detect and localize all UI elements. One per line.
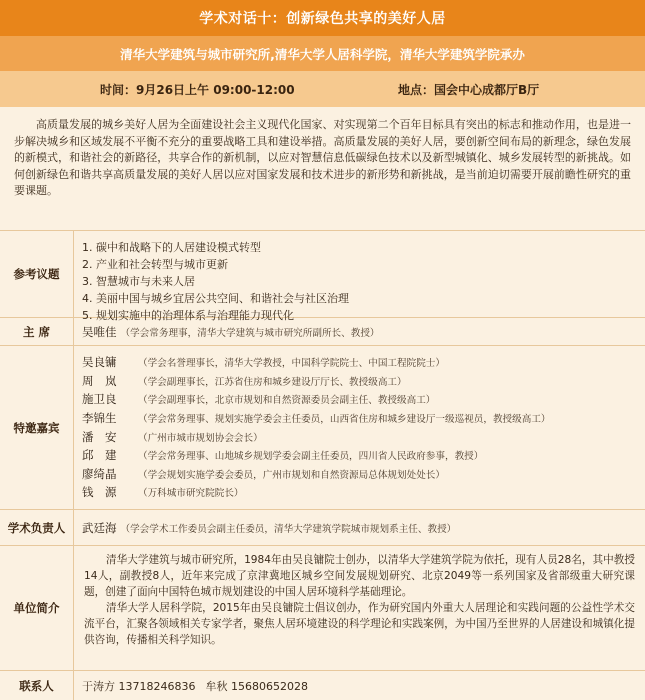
topic-item: 3. 智慧城市与未来人居 <box>82 275 195 288</box>
guest-item: 施卫良 （学会副理事长，北京市规划和自然资源委员会副主任、教授级高工） <box>82 392 436 407</box>
contact-label: 联系人 <box>0 671 74 700</box>
topics-label: 参考议题 <box>0 231 74 317</box>
guest-item: 周 岚 （学会副理事长，江苏省住房和城乡建设厅厅长、教授级高工） <box>82 373 407 388</box>
host-description: （学会常务理事，清华大学建筑与城市研究所副所长、教授） <box>120 327 380 339</box>
topic-item: 2. 产业和社会转型与城市更新 <box>82 258 228 271</box>
academic-lead-name: 武廷海 <box>82 520 117 535</box>
guest-item: 李锦生 （学会常务理事、规划实施学委会主任委员，山西省住房和城乡建设厅一级巡视员，教授级高工） <box>82 411 551 426</box>
time-place-bar <box>0 71 645 107</box>
topic-item: 5. 规划实施中的治理体系与治理能力现代化 <box>82 309 294 322</box>
guests-row <box>0 346 645 510</box>
topic-item: 4. 美丽中国与城乡宜居公共空间、和谐社会与社区治理 <box>82 292 349 305</box>
units-row <box>0 546 645 671</box>
academic-lead-description: （学会学术工作委员会副主任委员，清华大学建筑学院城市规划系主任、教授） <box>120 523 457 535</box>
host-row <box>0 318 645 346</box>
contact-row <box>0 671 645 700</box>
topics-list <box>74 231 645 322</box>
unit-paragraph: 清华大学人居科学院，2015年由吴良镛院士倡议创办，作为研究国内外重大人居理论和实践问题的公益性学术交流平台，汇聚各领域相关专家学者，聚焦人居环境建设的科学理论和实践案例，为中国乃至世界的人居建设和城镇化提供咨询，传播相关科学知识。 <box>84 602 635 646</box>
academic-lead-row <box>0 510 645 546</box>
topic-item: 1. 碳中和战略下的人居建设模式转型 <box>82 241 261 254</box>
units-label: 单位简介 <box>0 546 74 670</box>
guests-label: 特邀嘉宾 <box>0 346 74 509</box>
session-place: 地点：国会中心成都厅B厅 <box>398 82 540 97</box>
intro-paragraph: 高质量发展的城乡美好人居为全面建设社会主义现代化国家、对实现第二个百年目标具有突出的标志和推动作用，也是进一步解决城乡和区域发展不平衡不充分的重要战略工具和建设举措。高质量发展的美好人居，要创新空间布局的新理念，绿色发展的新模式，和谐社会的新路径，共享合作的新机制，以应对智慧信息低碳绿色技术以及新型城镇化、城乡发展转型的新挑战。如何创新绿色和谐共享高质量发展的美好人居以应对国家发展和技术进步的新形势和新挑战，是当前迫切需要开展前瞻性研究的重要课题。 <box>0 107 645 231</box>
academic-lead-label: 学术负责人 <box>0 510 74 545</box>
guest-item: 邱 建 （学会常务理事、山地城乡规划学委会副主任委员，四川省人民政府参事，教授） <box>82 448 484 463</box>
guest-item: 吴良镛 （学会名誉理事长，清华大学教授，中国科学院院士、中国工程院院士） <box>82 355 445 370</box>
session-time: 时间：9月26日上午 09:00-12:00 <box>100 82 295 97</box>
units-description <box>74 546 645 670</box>
contact-person-2: 牟秋 15680652028 <box>205 679 308 693</box>
guest-item: 钱 源 （万科城市研究院院长） <box>82 485 244 500</box>
host-name: 吴唯佳 <box>82 324 117 339</box>
topics-row <box>0 231 645 322</box>
guest-item: 廖绮晶 （学会规划实施学委会委员，广州市规划和自然资源局总体规划处处长） <box>82 466 445 481</box>
unit-paragraph: 清华大学建筑与城市研究所，1984年由吴良镛院士创办，以清华大学建筑学院为依托，现有人员28名，其中教授14人，副教授8人，近年来完成了京津冀地区城乡空间发展规划研究、北京2049等一系列国家及省部级重大研究课题，创建了面向中国特色城市规划建设的中国人居环境科学基础理论。 <box>84 554 635 598</box>
guests-list <box>74 346 645 509</box>
session-title: 学术对话十：创新绿色共享的美好人居 <box>0 0 645 36</box>
organizers-banner: 清华大学建筑与城市研究所,清华大学人居科学院，清华大学建筑学院承办 <box>0 36 645 71</box>
contact-person-1: 于涛方 13718246836 <box>82 679 196 693</box>
guest-item: 潘 安 （广州市城市规划协会会长） <box>82 429 263 444</box>
host-label: 主 席 <box>0 318 74 345</box>
